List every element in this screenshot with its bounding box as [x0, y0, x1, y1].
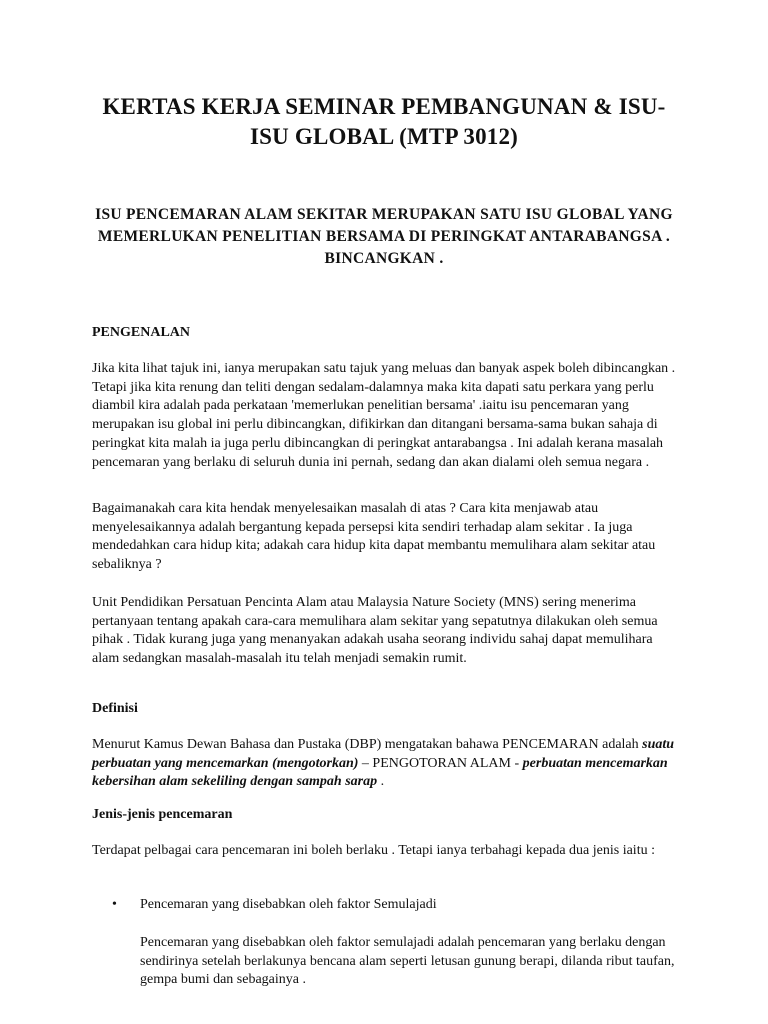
- bullet-icon: •: [112, 897, 117, 912]
- section-heading-pengenalan: PENGENALAN: [92, 325, 191, 340]
- document-title: KERTAS KERJA SEMINAR PEMBANGUNAN & ISU-ISU GLOBAL (MTP 3012): [102, 94, 666, 149]
- pengenalan-paragraph-3: Unit Pendidikan Persatuan Pencinta Alam atau Malaysia Nature Society (MNS) sering menerima pertanyaan tentang apakah cara-cara memulihara alam sekitar yang sepatutnya dilakukan oleh semua pihak . Tidak kurang juga yang menanyakan adakah usaha seorang individu sahaj dapat memulihara alam sedangkan masalah-masalah itu telah menjadi semakin rumit.: [92, 595, 658, 667]
- bullet-item-label: Pencemaran yang disebabkan oleh faktor Semulajadi: [140, 897, 437, 912]
- essay-question: ISU PENCEMARAN ALAM SEKITAR MERUPAKAN SATU ISU GLOBAL YANG MEMERLUKAN PENELITIAN BERSAMA DI PERINGKAT ANTARABANGSA . BINCANGKAN .: [95, 206, 673, 267]
- section-heading-definisi: Definisi: [92, 701, 138, 716]
- definisi-text-start: Menurut Kamus Dewan Bahasa dan Pustaka (DBP) mengatakan bahawa PENCEMARAN adalah: [92, 737, 643, 752]
- pengenalan-paragraph-2: Bagaimanakah cara kita hendak menyelesaikan masalah di atas ? Cara kita menjawab atau menyelesaikannya adalah bergantung kepada persepsi kita sendiri terhadap alam sekitar . Ia juga mendedahkan cara hidup kita; adakah cara hidup kita dapat membantu memulihara alam sekitar atau sebaliknya ?: [92, 501, 656, 573]
- definisi-emphasis-1: suatu perbuatan yang mencemarkan (mengotorkan): [92, 737, 675, 771]
- definisi-paragraph: [92, 736, 680, 792]
- jenis-paragraph: Terdapat pelbagai cara pencemaran ini boleh berlaku . Tetapi ianya terbahagi kepada dua jenis iaitu :: [92, 843, 655, 858]
- definisi-emphasis-2: perbuatan mencemarkan kebersihan alam sekeliling dengan sampah sarap: [92, 755, 668, 790]
- bullet-item-description: Pencemaran yang disebabkan oleh faktor semulajadi adalah pencemaran yang berlaku dengan sendirinya setelah berlakunya bencana alam seperti letusan gunung berapi, dilanda ribut taufan, gempa bumi dan sebagainya .: [140, 935, 675, 988]
- pengenalan-paragraph-1: Jika kita lihat tajuk ini, ianya merupakan satu tajuk yang meluas dan banyak aspek boleh dibincangkan . Tetapi jika kita renung dan teliti dengan sedalam-dalamnya maka kita dapati satu perkara yang perlu diambil kira adalah pada perkataan 'memerlukan penelitian bersama' .iaitu isu pencemaran yang merupakan isu global ini perlu dibincangkan, difikirkan dan ditangani bersama-sama bukan sahaja di peringkat kita malah ia juga perlu dibincangkan di peringkat antarabangsa . Ini adalah kerana masalah pencemaran yang berlaku di seluruh dunia ini pernah, sedang dan akan dialami oleh semua negara .: [92, 361, 676, 470]
- section-heading-jenis-pencemaran: Jenis-jenis pencemaran: [92, 807, 233, 822]
- definisi-text-end: .: [377, 774, 385, 790]
- definisi-text-mid: – PENGOTORAN ALAM -: [358, 755, 523, 771]
